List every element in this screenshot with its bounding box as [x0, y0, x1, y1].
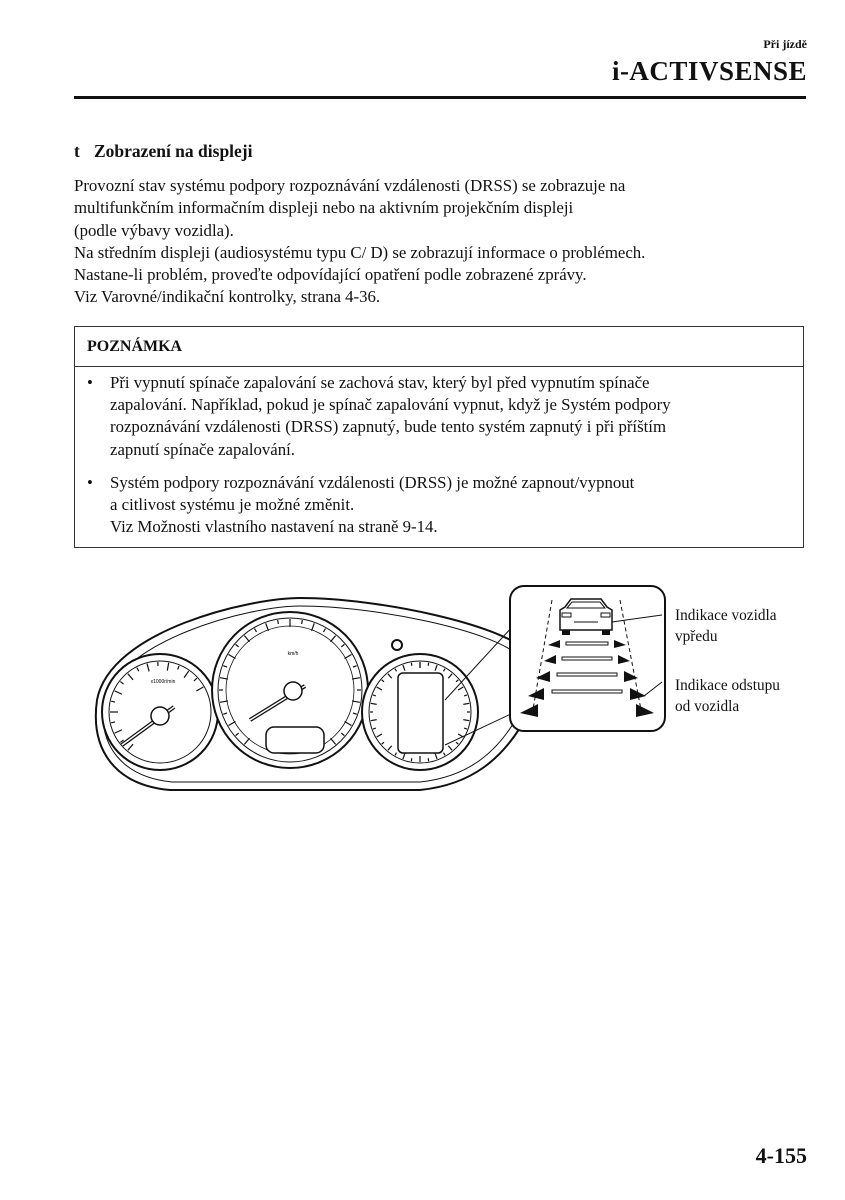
bullet: •: [87, 373, 93, 392]
body-line: multifunkčním informačním displeji nebo na aktivním projekčním displeji: [74, 198, 574, 218]
note-item: [75, 372, 803, 461]
subsection-heading: [74, 141, 253, 162]
label-front-vehicle: [675, 605, 777, 647]
front-vehicle-icon: [560, 599, 612, 635]
drss-display-callout: [510, 586, 665, 731]
note-item: [75, 472, 803, 539]
page-heading: i-ACTIVSENSE: [611, 56, 807, 86]
label-distance-indication: [675, 675, 780, 717]
tachometer-gauge: [102, 654, 218, 770]
gauge-tick: [411, 663, 412, 666]
note-box: [74, 326, 804, 548]
body-line: Viz Varovné/indikační kontrolky, strana 4-36.: [74, 287, 381, 307]
gauge-tick: [111, 722, 115, 723]
note-line: Systém podpory rozpoznávání vzdálenosti (DRSS) je možné zapnout/vypnout: [110, 472, 635, 492]
heading-rule: [74, 96, 806, 99]
gauge-tick: [278, 620, 279, 624]
note-line: Viz Možnosti vlastního nastavení na straně 9-14.: [110, 517, 438, 537]
subsection-title: Zobrazení na displeji: [94, 141, 253, 161]
tachometer-unit: x1000r/min: [150, 679, 176, 685]
speedometer-gauge: [212, 612, 368, 768]
multi-information-display: [362, 654, 478, 770]
bullet: •: [87, 472, 93, 492]
gauge-tick: [428, 663, 429, 666]
body-paragraph: [74, 175, 806, 309]
label-line: od vozidla: [675, 698, 740, 715]
page-number: 4-155: [755, 1143, 807, 1168]
gauge-tick: [411, 758, 412, 761]
body-line: (podle výbavy vozidla).: [74, 220, 234, 240]
note-title: POZNÁMKA: [75, 327, 803, 367]
label-line: Indikace odstupu: [675, 677, 780, 694]
note-line: rozpoznávání vzdálenosti (DRSS) zapnutý, bude tento systém zapnutý i při příštím: [110, 417, 667, 437]
body-line: Provozní stav systému podpory rozpoznávání vzdálenosti (DRSS) se zobrazuje na: [74, 176, 626, 195]
note-list: [75, 372, 803, 549]
note-line: a citlivost systému je možné změnit.: [110, 495, 355, 515]
label-line: vpředu: [675, 628, 718, 645]
subsection-marker: t: [74, 141, 80, 161]
section-label: Při jízdě: [763, 37, 807, 51]
gauge-tick: [111, 701, 115, 702]
indicator-lamp: [392, 640, 402, 650]
callout-leader-line: [445, 626, 513, 700]
note-line: zapnutí spínače zapalování.: [110, 439, 295, 459]
speedometer-display: [266, 727, 324, 753]
gauge-tick: [302, 620, 303, 624]
display-screen: [398, 673, 443, 753]
body-line: Na středním displeji (audiosystému typu C/ D) se zobrazují informace o problémech.: [74, 242, 646, 262]
label-line: Indikace vozidla: [675, 607, 777, 624]
note-line: Při vypnutí spínače zapalování se zachová stav, který byl před vypnutím spínače: [110, 373, 650, 392]
body-line: Nastane-li problém, proveďte odpovídající opatření podle zobrazené zprávy.: [74, 265, 587, 285]
note-line: zapalování. Například, pokud je spínač zapalování vypnut, když je Systém podpory: [110, 395, 671, 415]
gauge-tick: [428, 758, 429, 761]
speedometer-unit: km/h: [287, 651, 299, 657]
